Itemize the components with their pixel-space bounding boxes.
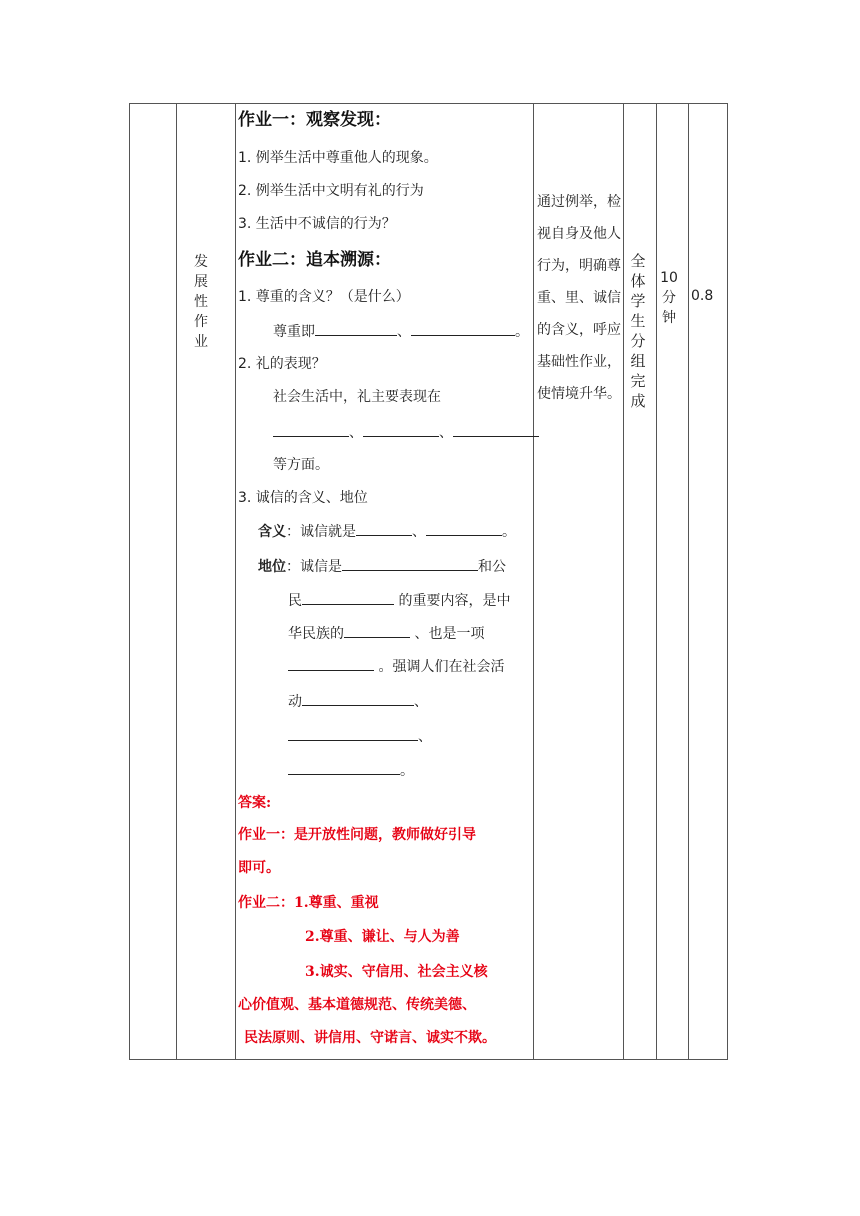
answer-hw1-line2: 即可。	[238, 860, 280, 876]
blank-line[interactable]	[356, 523, 412, 536]
blank-line[interactable]	[288, 728, 418, 741]
hw2-q3: 3. 诚信的含义、地位	[238, 490, 368, 506]
hw2-title: 作业二：追本溯源：	[238, 250, 391, 270]
hw2-q1-fill: 尊重即 、 。	[273, 324, 529, 340]
blank-line[interactable]	[315, 323, 397, 336]
hw2-q2-blanks: 、 、	[273, 423, 539, 443]
answer-hw2-line1: 作业二：1.尊重、重视	[238, 895, 379, 911]
status-line-2: 民 的重要内容，是中	[288, 593, 511, 609]
hw1-title: 作业一：观察发现：	[238, 110, 391, 130]
blank-line[interactable]	[302, 592, 394, 605]
blank-line[interactable]	[342, 558, 478, 571]
score-cell: 0.8	[691, 288, 714, 304]
status-line-3: 华民族的 、也是一项	[288, 626, 485, 642]
answer-hw2-line5: 民法原则、讲信用、守诺言、诚实不欺。	[244, 1030, 496, 1046]
answer-hw1-line1: 作业一：是开放性问题，教师做好引导	[238, 827, 476, 843]
table-border-right	[727, 103, 728, 1059]
hw1-q1: 1. 例举生活中尊重他人的现象。	[238, 150, 438, 166]
blank-line[interactable]	[288, 762, 400, 775]
blank-line[interactable]	[344, 625, 410, 638]
table-border	[623, 103, 624, 1059]
status-line-1: 地位：诚信是 和公	[258, 559, 506, 575]
meaning-line: 含义：诚信就是 、 。	[258, 524, 516, 540]
blank-line[interactable]	[288, 658, 374, 671]
status-line-4: 。强调人们在社会活	[288, 657, 504, 677]
status-line-5: 动 、	[288, 694, 428, 710]
purpose-cell: 通过例举，检视自身及他人行为，明确尊重、里、诚信的含义，呼应基础性作业，使情境升华。	[537, 194, 621, 402]
answer-hw2-line2: 2.尊重、谦让、与人为善	[305, 929, 460, 945]
time-cell: 10分钟	[660, 270, 678, 326]
blank-line[interactable]	[411, 323, 515, 336]
answer-hw2-line3: 3.诚实、守信用、社会主义核	[305, 964, 488, 980]
answer-hw2-line4: 心价值观、基本道德规范、传统美德、	[238, 997, 476, 1013]
blank-line[interactable]	[273, 424, 349, 437]
table-border	[235, 103, 236, 1059]
hw2-q2-line1: 社会生活中，礼主要表现在	[273, 389, 441, 405]
hw1-q3: 3. 生活中不诚信的行为？	[238, 216, 396, 232]
blank-line[interactable]	[363, 424, 439, 437]
status-line-6: 、	[288, 727, 432, 747]
category-cell: 发展性作业	[194, 254, 208, 350]
blank-line[interactable]	[426, 523, 502, 536]
table-border-bottom	[129, 1059, 728, 1060]
blank-line[interactable]	[453, 424, 539, 437]
table-border-top	[129, 103, 728, 104]
answer-label: 答案:	[238, 795, 272, 811]
blank-line[interactable]	[302, 693, 414, 706]
status-line-7: 。	[288, 761, 414, 781]
table-border-left	[129, 103, 130, 1059]
hw2-q2-end: 等方面。	[273, 457, 329, 473]
form-cell: 全体学生分组完成	[630, 252, 646, 410]
hw2-q2: 2. 礼的表现？	[238, 356, 326, 372]
hw2-q1: 1. 尊重的含义？（是什么）	[238, 289, 410, 305]
table-border	[176, 103, 177, 1059]
table-border	[688, 103, 689, 1059]
table-border	[656, 103, 657, 1059]
hw1-q2: 2. 例举生活中文明有礼的行为	[238, 183, 424, 199]
table-border	[533, 103, 534, 1059]
